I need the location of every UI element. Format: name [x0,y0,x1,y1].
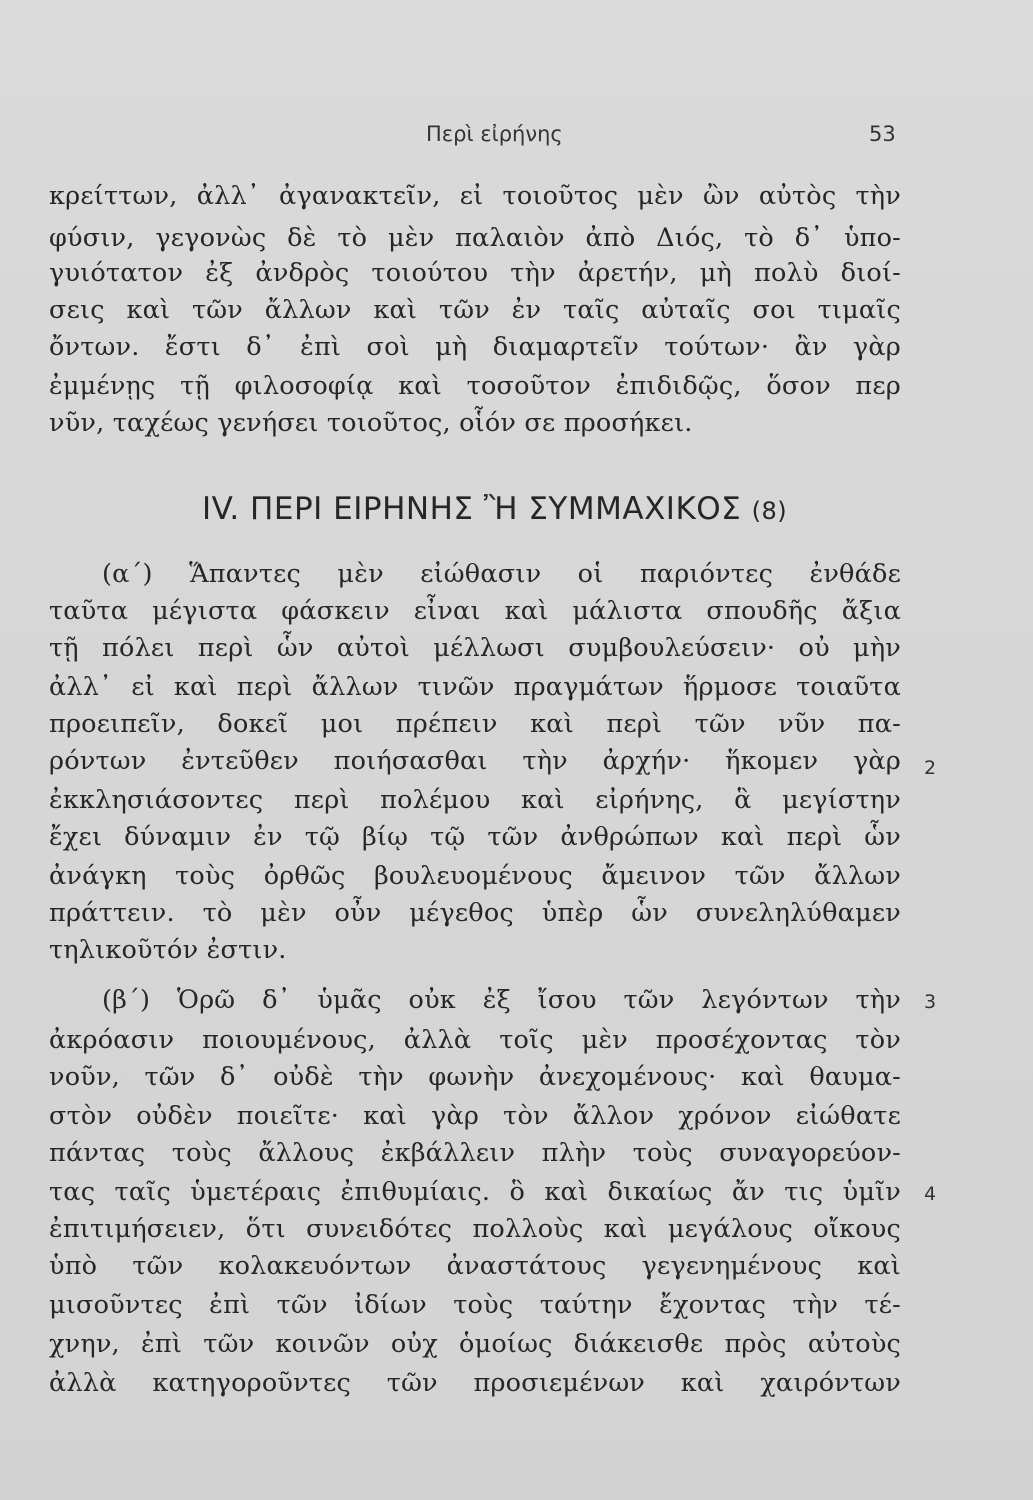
margin-section-number: 3 [924,991,937,1013]
text-line: ὄντων. ἔστι δ᾽ ἐπὶ σοὶ μὴ διαμαρτεῖν τούτων· ἂν γὰρ [49,332,901,362]
text-line: ἀλλ᾽ εἰ καὶ περὶ ἄλλων τινῶν πραγμάτων ἥρμοσε τοιαῦτα [49,672,901,702]
text-line: γυιότατον ἐξ ἀνδρὸς τοιούτου τὴν ἀρετήν, μὴ πολὺ διοί- [49,258,901,288]
heading-title: IV. ΠΕΡΙ ΕΙΡΗΝΗΣ Ἢ ΣΥΜΜΑΧΙΚΟΣ [202,491,742,527]
section-heading [202,486,882,532]
heading-number: (8) [751,497,788,525]
text-line: (α΄) Ἅπαντες μὲν εἰώθασιν οἱ παριόντες ἐνθάδε [102,559,901,589]
text-line: ρόντων ἐντεῦθεν ποιήσασθαι τὴν ἀρχήν· ἥκομεν γὰρ [49,746,901,776]
page-number: 53 [869,122,896,146]
text-line: σεις καὶ τῶν ἄλλων καὶ τῶν ἐν ταῖς αὐταῖς σοι τιμαῖς [49,295,901,325]
text-line: στὸν οὐδὲν ποιεῖτε· καὶ γὰρ τὸν ἄλλον χρόνον εἰώθατε [49,1101,901,1131]
text-line: ταῦτα μέγιστα φάσκειν εἶναι καὶ μάλιστα σπουδῆς ἄξια [49,596,901,626]
text-line: μισοῦντες ἐπὶ τῶν ἰδίων τοὺς ταύτην ἔχοντας τὴν τέ- [49,1290,901,1320]
text-line: ἀνάγκη τοὺς ὀρθῶς βουλευομένους ἄμεινον τῶν ἄλλων [49,861,901,891]
text-line: νῦν, ταχέως γενήσει τοιοῦτος, οἷόν σε προσήκει. [49,408,693,438]
text-line: χνην, ἐπὶ τῶν κοινῶν οὐχ ὁμοίως διάκεισθε πρὸς αὐτοὺς [49,1329,901,1359]
text-line: (β΄) Ὁρῶ δ᾽ ὑμᾶς οὐκ ἐξ ἴσου τῶν λεγόντων τὴν [102,985,901,1015]
text-line: ἐμμένῃς τῇ φιλοσοφίᾳ καὶ τοσοῦτον ἐπιδιδῷς, ὅσον περ [49,371,901,401]
running-head [0,122,1033,152]
text-line: προειπεῖν, δοκεῖ μοι πρέπειν καὶ περὶ τῶν νῦν πα- [49,709,901,739]
text-line: φύσιν, γεγονὼς δὲ τὸ μὲν παλαιὸν ἀπὸ Διός, τὸ δ᾽ ὑπο- [49,223,901,253]
text-line: κρείττων, ἀλλ᾽ ἀγανακτεῖν, εἰ τοιοῦτος μὲν ὢν αὐτὸς τὴν [49,181,901,211]
text-line: ἐκκλησιάσοντες περὶ πολέμου καὶ εἰρήνης, ἃ μεγίστην [49,785,901,815]
running-title: Περὶ εἰρήνης [426,122,563,146]
text-line: τηλικοῦτόν ἐστιν. [49,935,287,965]
margin-section-number: 2 [924,757,937,779]
margin-section-number: 4 [924,1183,937,1205]
text-line: ἀκρόασιν ποιουμένους, ἀλλὰ τοῖς μὲν προσέχοντας τὸν [49,1025,901,1055]
text-line: ἀλλὰ κατηγοροῦντες τῶν προσιεμένων καὶ χαιρόντων [49,1368,901,1398]
text-line: ἐπιτιμήσειεν, ὅτι συνειδότες πολλοὺς καὶ μεγάλους οἴκους [49,1214,901,1244]
text-line: πάντας τοὺς ἄλλους ἐκβάλλειν πλὴν τοὺς συναγορεύον- [49,1138,901,1168]
text-line: πράττειν. τὸ μὲν οὖν μέγεθος ὑπὲρ ὧν συνεληλύθαμεν [49,898,901,928]
text-line: τας ταῖς ὑμετέραις ἐπιθυμίαις. ὃ καὶ δικαίως ἄν τις ὑμῖν [49,1177,901,1207]
text-line: νοῦν, τῶν δ᾽ οὐδὲ τὴν φωνὴν ἀνεχομένους· καὶ θαυμα- [49,1062,901,1092]
text-line: τῇ πόλει περὶ ὧν αὐτοὶ μέλλωσι συμβουλεύσειν· οὐ μὴν [49,633,901,663]
text-line: ὑπὸ τῶν κολακευόντων ἀναστάτους γεγενημένους καὶ [49,1251,901,1281]
text-line: ἔχει δύναμιν ἐν τῷ βίῳ τῷ τῶν ἀνθρώπων καὶ περὶ ὧν [49,822,901,852]
